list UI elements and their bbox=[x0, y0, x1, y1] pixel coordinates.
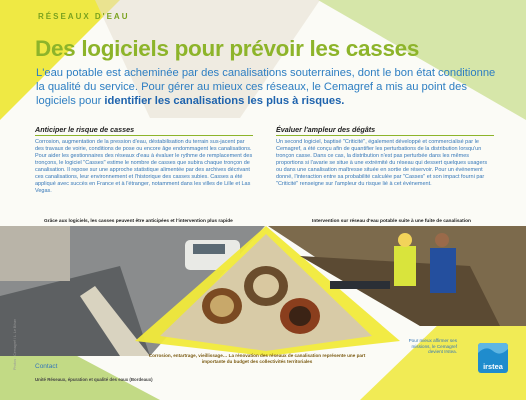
contact-detail: Unité Réseaux, épuration et qualité des eaux (Bordeaux) bbox=[35, 377, 153, 382]
irstea-logo bbox=[478, 343, 508, 373]
page-title: Des logiciels pour prévoir les casses bbox=[35, 36, 420, 61]
bottom-photo-caption: Corrosion, entartrage, vieillissage… La rénovation des réseaux de canalisation représente une part importante du budget des collectivités territoriales bbox=[148, 353, 366, 364]
right-column-heading: Évaluer l'ampleur des dégâts bbox=[276, 125, 494, 136]
logo-text: irstea bbox=[483, 362, 503, 371]
right-photo-caption: Intervention sur réseau d'eau potable suite à une fuite de canalisation bbox=[312, 219, 471, 224]
pipe-section-1-inner bbox=[210, 295, 234, 317]
street-photo-building bbox=[0, 226, 70, 281]
photo-collage bbox=[0, 226, 526, 356]
left-photo-caption: Grâce aux logiciels, les casses peuvent être anticipées et l'intervention plus rapide bbox=[44, 219, 233, 224]
left-column-heading: Anticiper le risque de casses bbox=[35, 125, 253, 136]
irstea-side-text: Pour mieux affirmer ses missions, le Cemagref devient Irstea. bbox=[408, 338, 457, 355]
worker-1-head bbox=[398, 233, 412, 247]
contact-label: Contact bbox=[35, 363, 58, 370]
worker-2-head bbox=[435, 233, 449, 247]
right-column bbox=[276, 125, 494, 188]
right-column-body: Un second logiciel, baptisé "Criticité", également développé et commercialisé par le Cemagref, a été conçu afin de quantifier les perturbations de la distribution lorsqu'un tronçon casse. Dans ce cas, la distribution n'est pas perturbée dans les mêmes proportions si l'avarie se situe à une extrémité du réseau qui dessert quelques usagers ou dans une canalisation maîtresse située en sortie de réservoir. Pour un événement donné, l'interaction entre sa probabilité calculée par "Casses" et son impact fourni par "Criticité" renseigne sur l'ampleur du risque lié à cet événement. bbox=[276, 139, 488, 187]
worker-1-vest bbox=[394, 246, 416, 286]
worker-2-body bbox=[430, 248, 456, 293]
excavation-pipe bbox=[330, 281, 390, 289]
logo-wave-icon bbox=[478, 343, 508, 359]
intro-paragraph bbox=[36, 66, 506, 108]
street-photo-car-window bbox=[193, 244, 225, 254]
intro-highlight: identifier les canalisations les plus à risques. bbox=[104, 95, 345, 107]
photo-credit: Photos : Cemagref / L. Le Bihan bbox=[13, 318, 17, 370]
intro-text: L'eau potable est acheminée par des canalisations souterraines, dont le bon état conditionne la qualité du service. Pour gérer au mieux ces réseaux, le Cemagref a mis au point des logiciels pour bbox=[36, 67, 496, 107]
pipe-section-3-inner bbox=[289, 306, 311, 326]
left-column bbox=[35, 125, 253, 195]
left-column-body: Corrosion, augmentation de la pression d'eau, déstabilisation du terrain sus-jacent par des travaux de voirie, conditions de pose ou encore âge endommagent les canalisations. Pour aider les gestionnaires des réseaux d'eau à évaluer le rythme de remplacement des tronçons, le logiciel "Casses" estime le nombre de casses que subira chaque tronçon de canalisation. Il repose sur une approche statistique alimentée par des archives décrivant ces canalisations, leur environnement et l'historique des casses subies. Casses a été appliqué avec succès en France et à l'étranger, notamment dans les villes de Lille et Las Vegas. bbox=[35, 139, 253, 194]
section-label: RÉSEAUX D'EAU bbox=[38, 12, 130, 21]
pipe-section-2-inner bbox=[253, 274, 279, 298]
